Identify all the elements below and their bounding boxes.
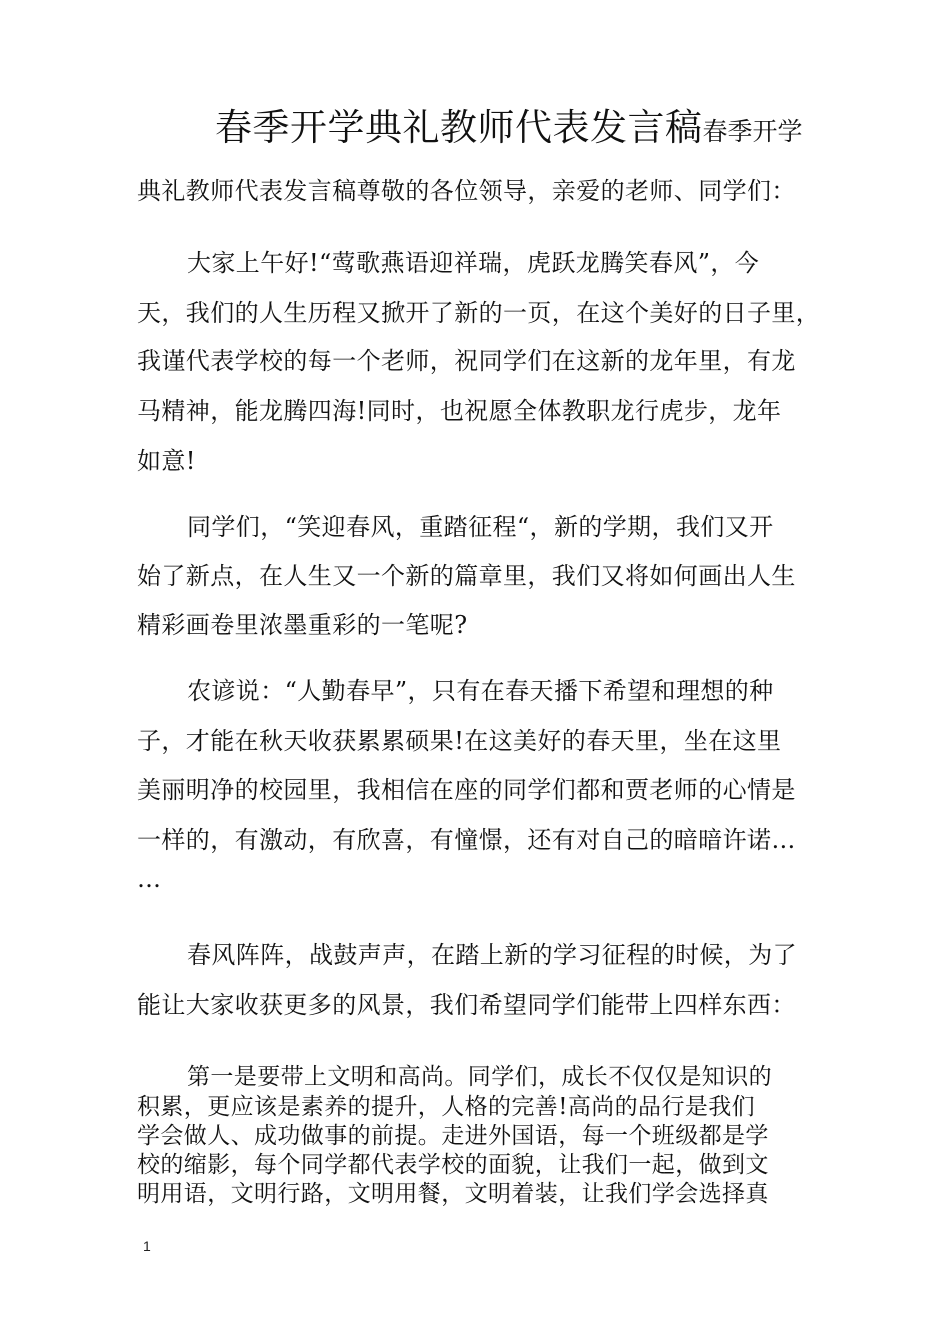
text-line: 积累，更应该是素养的提升，人格的完善!高尚的品行是我们: [137, 1094, 756, 1120]
text-line: 大家上午好!“莺歌燕语迎祥瑞，虎跃龙腾笑春风”，今: [187, 249, 760, 277]
text-line: 子，才能在秋天收获累累硕果!在这美好的春天里，坐在这里: [137, 727, 782, 755]
text-line: 我谨代表学校的每一个老师，祝同学们在这新的龙年里，有龙: [137, 347, 796, 375]
document-title: [215, 104, 803, 159]
text-line: 学会做人、成功做事的前提。走进外国语，每一个班级都是学: [137, 1123, 769, 1149]
text-line: 始了新点，在人生又一个新的篇章里，我们又将如何画出人生: [137, 562, 796, 590]
text-line: 校的缩影，每个同学都代表学校的面貌，让我们一起，做到文: [137, 1152, 769, 1178]
title-continuation: 春季开学: [702, 117, 803, 146]
text-line: 能让大家收获更多的风景，我们希望同学们能带上四样东西：: [137, 991, 796, 1019]
page-number: 1: [143, 1238, 151, 1254]
text-line: 一样的，有激动，有欣喜，有憧憬，还有对自己的暗暗许诺…: [137, 826, 796, 854]
title-main: 春季开学典礼教师代表发言稿: [215, 106, 703, 149]
text-line: 春风阵阵，战鼓声声，在踏上新的学习征程的时候，为了: [187, 941, 797, 969]
text-line: 同学们，“笑迎春风，重踏征程“，新的学期，我们又开: [187, 513, 774, 541]
text-line: 美丽明净的校园里，我相信在座的同学们都和贾老师的心情是: [137, 776, 796, 804]
text-line: 马精神，能龙腾四海!同时，也祝愿全体教职龙行虎步，龙年: [137, 397, 782, 425]
text-line: 第一是要带上文明和高尚。同学们，成长不仅仅是知识的: [187, 1064, 772, 1090]
text-line: 农谚说：“人勤春早”，只有在春天播下希望和理想的种: [187, 677, 774, 705]
text-line: 天，我们的人生历程又掀开了新的一页，在这个美好的日子里，: [137, 299, 821, 327]
text-line: 如意!: [137, 447, 196, 475]
text-line: 明用语，文明行路，文明用餐，文明着装，让我们学会选择真: [137, 1181, 769, 1207]
text-line: 典礼教师代表发言稿尊敬的各位领导，亲爱的老师、同学们：: [137, 177, 796, 205]
text-line: …: [137, 865, 162, 893]
text-line: 精彩画卷里浓墨重彩的一笔呢?: [137, 611, 468, 639]
